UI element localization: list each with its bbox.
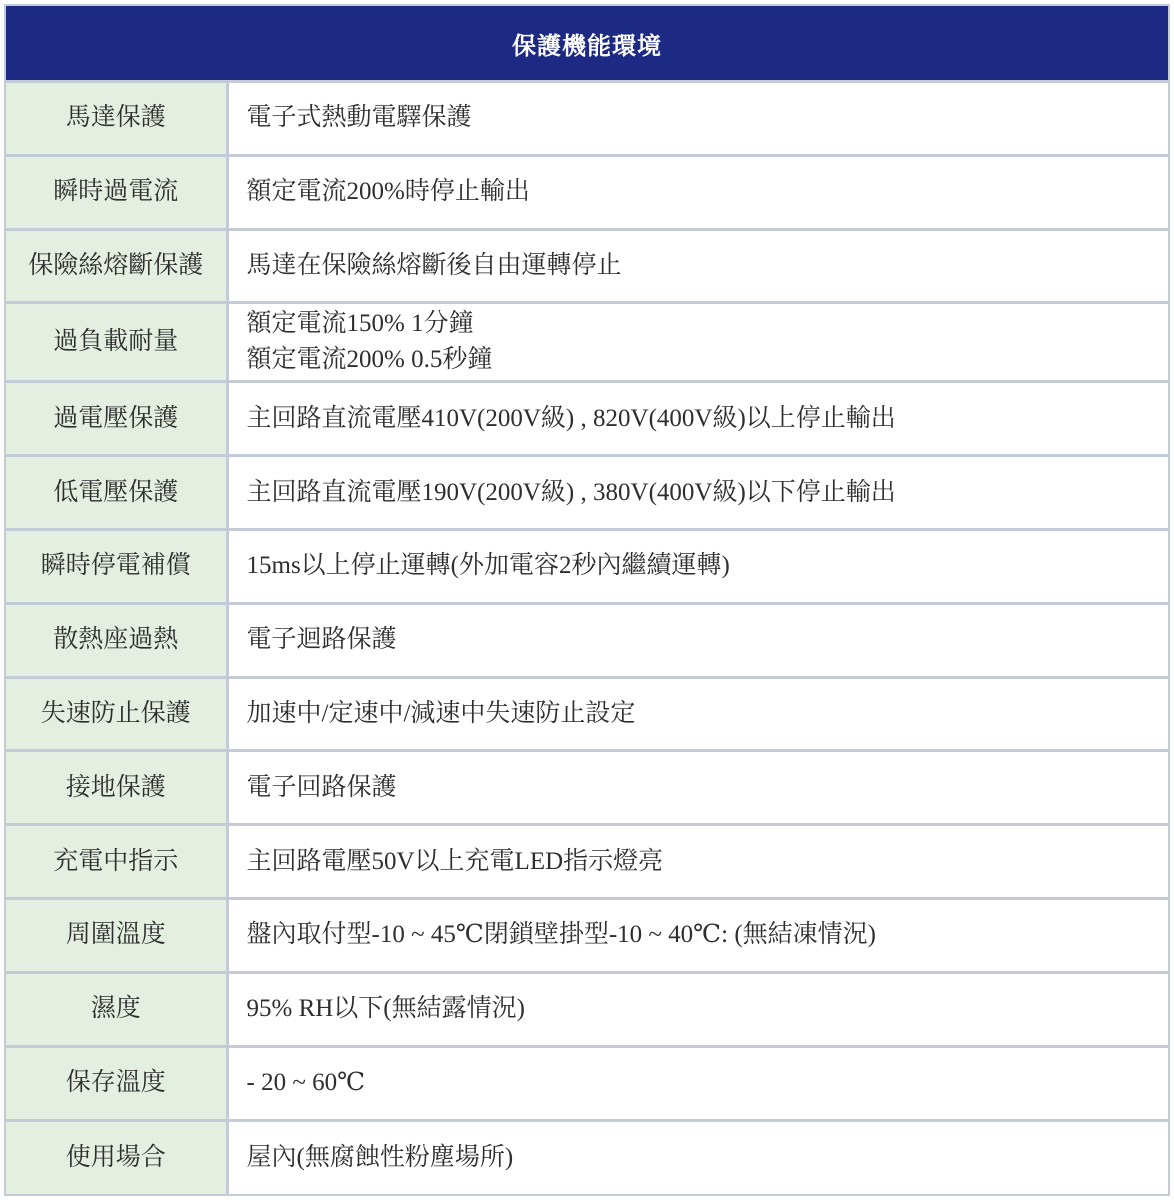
table-row (6, 1120, 1168, 1194)
table-row (6, 1046, 1168, 1120)
table-row (6, 155, 1168, 229)
row-value: 主回路直流電壓410V(200V級) , 820V(400V級)以上停止輸出 (227, 382, 1168, 456)
row-value: 電子回路保護 (227, 751, 1168, 825)
row-value: 馬達在保險絲熔斷後自由運轉停止 (227, 229, 1168, 303)
row-value: 屋內(無腐蝕性粉塵場所) (227, 1120, 1168, 1194)
row-value: 額定電流200%時停止輸出 (227, 155, 1168, 229)
row-label: 散熱座過熱 (6, 603, 227, 677)
row-value: 主回路直流電壓190V(200V級) , 380V(400V級)以下停止輸出 (227, 456, 1168, 530)
row-value: - 20 ~ 60℃ (227, 1046, 1168, 1120)
spec-table-container (4, 4, 1170, 1196)
row-label: 低電壓保護 (6, 456, 227, 530)
table-row (6, 530, 1168, 604)
row-label: 周圍溫度 (6, 899, 227, 973)
row-label: 過電壓保護 (6, 382, 227, 456)
protection-environment-table (6, 6, 1168, 1194)
row-value: 95% RH以下(無結露情況) (227, 972, 1168, 1046)
row-label: 過負載耐量 (6, 303, 227, 382)
row-value-multiline (227, 303, 1168, 382)
table-row (6, 456, 1168, 530)
row-label: 充電中指示 (6, 825, 227, 899)
row-label: 使用場合 (6, 1120, 227, 1194)
table-row (6, 972, 1168, 1046)
row-value-line: 額定電流150% 1分鐘 (246, 310, 474, 338)
table-row (6, 229, 1168, 303)
table-row (6, 899, 1168, 973)
row-label: 保存溫度 (6, 1046, 227, 1120)
row-value-line: 額定電流200% 0.5秒鐘 (246, 346, 493, 374)
table-row (6, 303, 1168, 382)
row-value: 盤內取付型-10 ~ 45℃閉鎖壁掛型-10 ~ 40℃: (無結凍情況) (227, 899, 1168, 973)
table-row (6, 382, 1168, 456)
row-value: 電子迴路保護 (227, 603, 1168, 677)
table-row (6, 677, 1168, 751)
row-label: 瞬時過電流 (6, 155, 227, 229)
table-row (6, 603, 1168, 677)
table-header-row (6, 6, 1168, 82)
row-label: 失速防止保護 (6, 677, 227, 751)
row-value: 主回路電壓50V以上充電LED指示燈亮 (227, 825, 1168, 899)
row-value: 加速中/定速中/減速中失速防止設定 (227, 677, 1168, 751)
row-label: 濕度 (6, 972, 227, 1046)
row-label: 馬達保護 (6, 82, 227, 156)
table-title: 保護機能環境 (6, 6, 1168, 82)
row-value: 電子式熱動電驛保護 (227, 82, 1168, 156)
row-value: 15ms以上停止運轉(外加電容2秒內繼續運轉) (227, 530, 1168, 604)
table-row (6, 825, 1168, 899)
table-row (6, 751, 1168, 825)
row-label: 保險絲熔斷保護 (6, 229, 227, 303)
row-label: 接地保護 (6, 751, 227, 825)
row-label: 瞬時停電補償 (6, 530, 227, 604)
table-row (6, 82, 1168, 156)
